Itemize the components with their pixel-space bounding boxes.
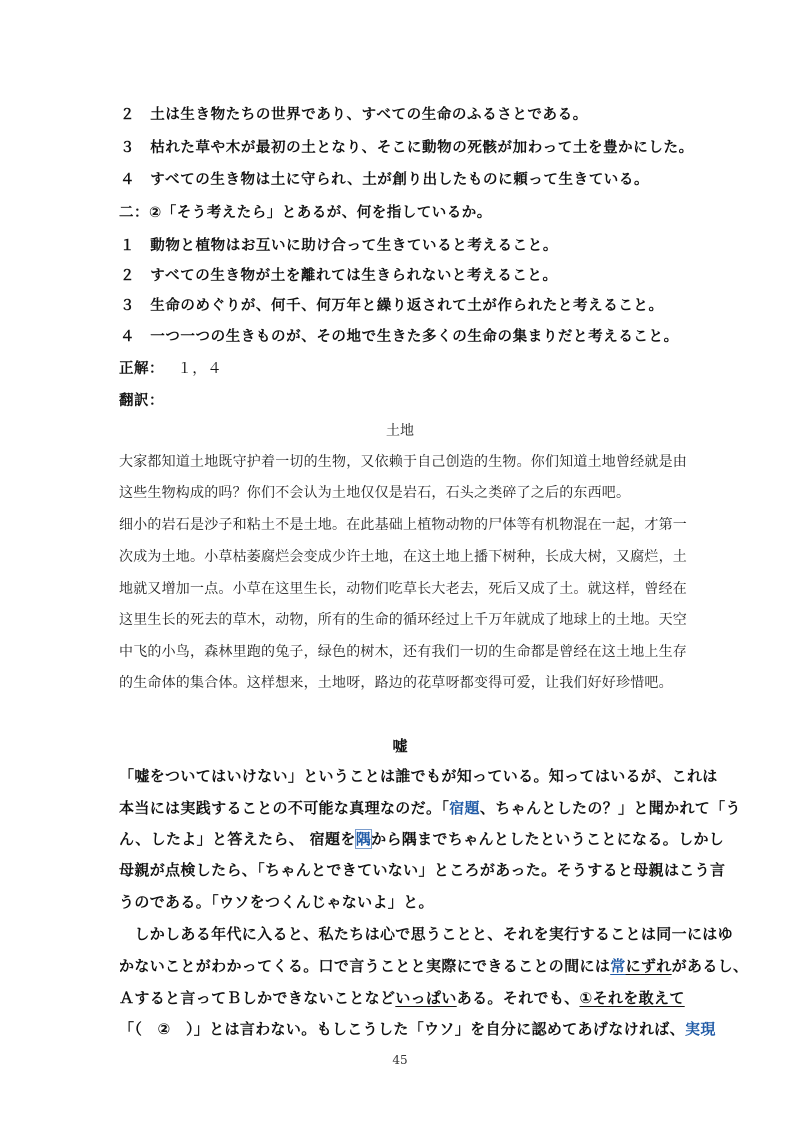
question-2: 二：②「そう考えたら」とあるが、何を指しているか。 [119, 205, 492, 221]
essay-text: かないことがわかってくる。口で言うことと実際にできることの間には [119, 957, 611, 975]
choice-number: ４ [120, 172, 136, 188]
choice-text: すべての生き物は土に守られ、土が創り出したものに頼って生きている。 [150, 172, 650, 188]
essay-text: があるし、 [671, 957, 749, 975]
essay-line-7 [119, 955, 748, 976]
answer-value: １，４ [177, 361, 223, 377]
choice-number: ３ [120, 298, 136, 314]
choice-text: 土は生き物たちの世界であり、すべての生命のふるさとである。 [150, 107, 588, 123]
choice-text: 一つ一つの生きものが、その地で生きた多くの生命の集まりだと考えること。 [150, 329, 679, 345]
essay-line-1: 「嘘をついてはいけない」ということは誰でもが知っている。知ってはいるが、これは [119, 767, 718, 785]
essay-text: 本当には実践することの不可能な真理なのだ。「 [119, 799, 450, 817]
highlighted-word: 実現 [685, 1020, 716, 1038]
answer-label: 正解： [119, 361, 157, 377]
essay-line-5: うのである。「ウソをつくんじゃないよ」と。 [119, 893, 434, 911]
choice-q2-1 [120, 234, 558, 255]
underlined-phrase: ①それを [579, 989, 639, 1007]
essay-line-2 [119, 797, 741, 818]
choice-q2-2 [120, 264, 558, 285]
essay-text: 、ちゃんとしたの？」と聞かれて「う [479, 799, 741, 817]
choice-number: ３ [120, 140, 136, 156]
highlighted-word: 隅 [355, 830, 372, 848]
highlighted-word: 宿題 [449, 799, 480, 817]
choice-text: 生命のめぐりが、何千、何万年と繰り返されて土が作られたと考えること。 [150, 298, 664, 314]
essay-line-6: しかしある年代に入ると、私たちは心で思うことと、それを実行することは同一にはゆ [119, 925, 734, 943]
underlined-word: いっぱい [395, 989, 457, 1007]
essay-line-9 [119, 1018, 716, 1039]
choice-q2-4 [120, 325, 679, 346]
essay-title: 嘘 [392, 737, 408, 755]
choice-number: ２ [120, 107, 136, 123]
choice-text: すべての生き物が土を離れては生きられないと考えること。 [150, 268, 558, 284]
translation-label: 翻訳： [119, 393, 164, 409]
choice-number: ４ [120, 329, 136, 345]
choice-q1-2 [120, 103, 588, 124]
essay-text: ある。それでも、 [456, 989, 580, 1007]
underlined-word: 常 [610, 957, 626, 975]
essay-line-8 [119, 987, 685, 1008]
answer-line [119, 357, 222, 378]
choice-number: ２ [120, 268, 136, 284]
choice-q1-3 [120, 136, 694, 157]
underlined-word: に [625, 957, 641, 975]
translation-line-5: 地就又增加一点。小草在这里生长，动物们吃草长大老去，死后又成了土。就这样，曾经在 [119, 581, 687, 597]
essay-text: Ａすると言ってＢしかできないことなど [119, 989, 396, 1007]
choice-number: １ [120, 238, 136, 254]
translation-line-7: 中飞的小鸟，森林里跑的兔子，绿色的树木，还有我们一切的生命都是曾经在这土地上生存 [119, 644, 687, 660]
essay-line-3 [119, 828, 724, 849]
translation-line-4: 次成为土地。小草枯萎腐烂会变成少许土地，在这土地上播下树种，长成大树，又腐烂，土 [119, 549, 687, 565]
translation-line-8: 的生命体的集合体。这样想来，土地呀，路边的花草呀都变得可爱，让我们好好珍惜吧。 [119, 675, 673, 691]
translation-line-3: 细小的岩石是沙子和粘土不是土地。在此基础上植物动物的尸体等有机物混在一起，才第一 [119, 517, 687, 533]
essay-text: から隅までちゃんとしたということになる。しかし [371, 830, 725, 848]
page-number: 45 [392, 1053, 408, 1067]
translation-title: 土地 [386, 423, 414, 439]
choice-q2-3 [120, 294, 664, 315]
translation-line-6: 这里生长的死去的草木，动物，所有的生命的循环经过上千万年就成了地球上的土地。天空 [119, 612, 687, 628]
essay-text: 「（ ② ）」とは言わない。もしこうした「ウソ」を自分に認めてあげなければ、 [119, 1020, 686, 1038]
essay-line-4: 母親が点検したら、「ちゃんとできていない」ところがあった。そうすると母親はこう言 [119, 861, 726, 879]
translation-line-1: 大家都知道土地既守护着一切的生物，又依赖于自己创造的生物。你们知道土地曾经就是由 [119, 454, 687, 470]
essay-text: ん、したよ」と答えたら、 宿題を [119, 830, 356, 848]
choice-text: 枯れた草や木が最初の土となり、そこに動物の死骸が加わって土を豊かにした。 [150, 140, 694, 156]
translation-line-2: 这些生物构成的吗？你们不会认为土地仅仅是岩石，石头之类碎了之后的东西吧。 [119, 485, 631, 501]
choice-q1-4 [120, 168, 649, 189]
underlined-word: 敢えて [638, 989, 685, 1007]
underlined-word: ずれ [640, 957, 672, 975]
choice-text: 動物と植物はお互いに助け合って生きていると考えること。 [150, 238, 558, 254]
